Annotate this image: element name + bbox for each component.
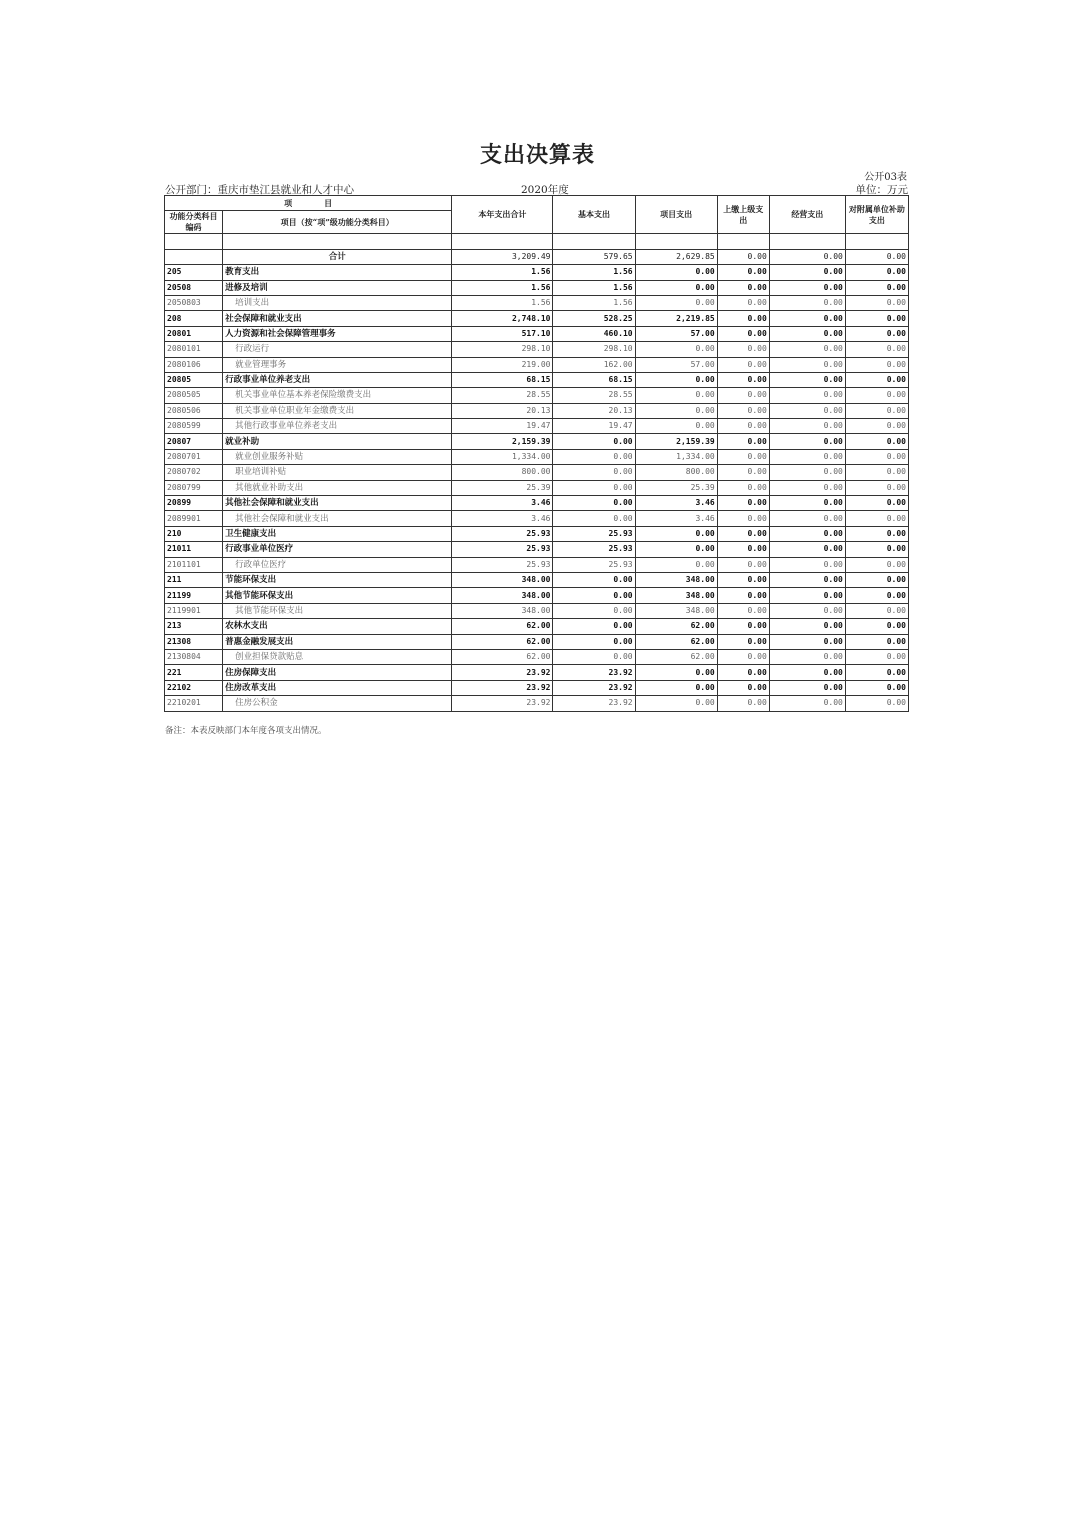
cell-total: 517.10 [452,326,553,341]
cell-basic: 20.13 [553,403,635,418]
cell-total: 298.10 [452,342,553,357]
cell-code: 211 [165,572,223,587]
table-row [165,588,909,603]
cell-code: 21308 [165,634,223,649]
cell-total: 1.56 [452,295,553,310]
cell-total: 800.00 [452,465,553,480]
cell-total: 3.46 [452,496,553,511]
table-row [165,388,909,403]
table-row [165,480,909,495]
cell-business: 0.00 [769,496,845,511]
table-row [165,280,909,295]
cell-project: 25.39 [635,480,717,495]
cell-project: 0.00 [635,526,717,541]
cell-subsidy: 0.00 [845,403,908,418]
cell-business: 0.00 [769,619,845,634]
cell-name: 人力资源和社会保障管理事务 [223,326,452,341]
cell-project: 0.00 [635,403,717,418]
cell-subsidy: 0.00 [845,680,908,695]
cell-business: 0.00 [769,265,845,280]
cell-name: 行政单位医疗 [223,557,452,572]
cell-name: 教育支出 [223,265,452,280]
table-row [165,496,909,511]
cell-project: 0.00 [635,542,717,557]
cell-business: 0.00 [769,542,845,557]
cell-name: 机关事业单位基本养老保险缴费支出 [223,388,452,403]
cell-total: 219.00 [452,357,553,372]
cell-business: 0.00 [769,680,845,695]
table-row [165,680,909,695]
header-group-project: 项 目 [165,196,452,211]
cell-name: 就业补助 [223,434,452,449]
cell-code: 20805 [165,372,223,387]
cell-upper: 0.00 [717,449,769,464]
table-row [165,465,909,480]
form-number: 公开03表 [864,172,907,183]
cell-total: 1.56 [452,280,553,295]
cell-business: 0.00 [769,511,845,526]
cell-code: 20807 [165,434,223,449]
cell-code: 2050803 [165,295,223,310]
cell-subsidy: 0.00 [845,588,908,603]
cell-total: 25.93 [452,526,553,541]
table-row [165,511,909,526]
cell-project: 0.00 [635,419,717,434]
table-row [165,372,909,387]
cell-upper: 0.00 [717,526,769,541]
cell-subsidy: 0.00 [845,280,908,295]
cell-business: 0.00 [769,449,845,464]
cell-total: 23.92 [452,680,553,695]
table-row [165,434,909,449]
cell-business: 0.00 [769,388,845,403]
cell-project: 0.00 [635,665,717,680]
cell-subsidy: 0.00 [845,311,908,326]
cell-total: 2,159.39 [452,434,553,449]
cell-name: 其他行政事业单位养老支出 [223,419,452,434]
cell-basic: 25.93 [553,526,635,541]
cell-upper: 0.00 [717,326,769,341]
cell-code: 210 [165,526,223,541]
cell-basic: 0.00 [553,511,635,526]
cell-project: 0.00 [635,680,717,695]
cell-subsidy: 0.00 [845,511,908,526]
cell-upper: 0.00 [717,280,769,295]
cell-basic: 579.65 [553,249,635,264]
table-row [165,557,909,572]
cell-basic: 0.00 [553,634,635,649]
cell-business: 0.00 [769,419,845,434]
cell-project: 62.00 [635,619,717,634]
cell-upper: 0.00 [717,388,769,403]
cell-name: 就业管理事务 [223,357,452,372]
cell-upper: 0.00 [717,480,769,495]
cell-code: 2080701 [165,449,223,464]
cell-total: 3.46 [452,511,553,526]
cell-subsidy: 0.00 [845,434,908,449]
header-subsidy: 对附属单位补助支出 [845,196,908,234]
cell-upper: 0.00 [717,696,769,711]
cell-business: 0.00 [769,403,845,418]
table-row [165,403,909,418]
cell-business: 0.00 [769,572,845,587]
cell-name: 卫生健康支出 [223,526,452,541]
cell-name: 住房改革支出 [223,680,452,695]
cell-basic: 0.00 [553,649,635,664]
cell-upper: 0.00 [717,603,769,618]
cell-name: 行政运行 [223,342,452,357]
cell-basic: 23.92 [553,665,635,680]
header-code: 功能分类科目编码 [165,211,223,234]
cell-upper: 0.00 [717,572,769,587]
table-row [165,634,909,649]
cell-code: 2080599 [165,419,223,434]
cell-total: 20.13 [452,403,553,418]
cell-name: 普惠金融发展支出 [223,634,452,649]
header-project: 项目支出 [635,196,717,234]
cell-code: 20801 [165,326,223,341]
cell-total: 62.00 [452,634,553,649]
table-row [165,665,909,680]
cell-project: 0.00 [635,342,717,357]
cell-subsidy: 0.00 [845,249,908,264]
cell-upper: 0.00 [717,249,769,264]
department-label: 公开部门：重庆市垫江县就业和人才中心 [165,184,354,196]
table-row [165,419,909,434]
cell-code: 20899 [165,496,223,511]
cell-upper: 0.00 [717,434,769,449]
cell-name: 节能环保支出 [223,572,452,587]
cell-basic: 23.92 [553,696,635,711]
cell-subsidy: 0.00 [845,542,908,557]
cell-business: 0.00 [769,280,845,295]
cell-total: 62.00 [452,619,553,634]
cell-subsidy: 0.00 [845,265,908,280]
cell-total: 348.00 [452,572,553,587]
header-total: 本年支出合计 [452,196,553,234]
cell-project: 0.00 [635,557,717,572]
cell-code: 2080106 [165,357,223,372]
cell-business: 0.00 [769,588,845,603]
cell-code: 2080799 [165,480,223,495]
cell-project: 1,334.00 [635,449,717,464]
cell-name: 其他节能环保支出 [223,603,452,618]
cell-code: 2119901 [165,603,223,618]
cell-total: 19.47 [452,419,553,434]
cell-total: 23.92 [452,665,553,680]
cell-project: 0.00 [635,295,717,310]
cell-upper: 0.00 [717,542,769,557]
cell-upper: 0.00 [717,680,769,695]
cell-project: 57.00 [635,326,717,341]
cell-subsidy: 0.00 [845,603,908,618]
cell-name: 职业培训补贴 [223,465,452,480]
cell-basic: 25.93 [553,542,635,557]
cell-name: 培训支出 [223,295,452,310]
cell-basic: 0.00 [553,572,635,587]
year-label: 2020年度 [521,184,569,196]
cell-code: 21011 [165,542,223,557]
cell-project: 62.00 [635,649,717,664]
cell-project: 800.00 [635,465,717,480]
table-row [165,449,909,464]
cell-name: 进修及培训 [223,280,452,295]
cell-total: 25.93 [452,542,553,557]
cell-business: 0.00 [769,357,845,372]
cell-project: 0.00 [635,265,717,280]
cell-code: 2080505 [165,388,223,403]
cell-code: 22102 [165,680,223,695]
table-row [165,357,909,372]
cell-project: 3.46 [635,496,717,511]
table-row [165,311,909,326]
cell-upper: 0.00 [717,557,769,572]
cell-name: 住房保障支出 [223,665,452,680]
cell-code: 2101101 [165,557,223,572]
cell-business: 0.00 [769,295,845,310]
cell-total: 25.93 [452,557,553,572]
cell-total: 3,209.49 [452,249,553,264]
cell-name: 农林水支出 [223,619,452,634]
cell-business: 0.00 [769,342,845,357]
cell-name: 就业创业服务补贴 [223,449,452,464]
cell-project: 0.00 [635,372,717,387]
cell-business: 0.00 [769,557,845,572]
cell-subsidy: 0.00 [845,326,908,341]
meta-row [165,182,908,196]
table-body [165,249,909,711]
cell-subsidy: 0.00 [845,696,908,711]
cell-upper: 0.00 [717,265,769,280]
cell-total: 62.00 [452,649,553,664]
cell-code: 2089901 [165,511,223,526]
cell-code: 213 [165,619,223,634]
table-row [165,619,909,634]
cell-basic: 0.00 [553,496,635,511]
cell-upper: 0.00 [717,649,769,664]
cell-subsidy: 0.00 [845,342,908,357]
cell-basic: 0.00 [553,449,635,464]
cell-project: 348.00 [635,572,717,587]
cell-basic: 1.56 [553,295,635,310]
cell-name: 其他就业补助支出 [223,480,452,495]
cell-basic: 0.00 [553,480,635,495]
cell-code: 221 [165,665,223,680]
cell-total: 1.56 [452,265,553,280]
cell-basic: 25.93 [553,557,635,572]
cell-name: 机关事业单位职业年金缴费支出 [223,403,452,418]
cell-basic: 19.47 [553,419,635,434]
cell-subsidy: 0.00 [845,480,908,495]
cell-name: 行政事业单位医疗 [223,542,452,557]
cell-basic: 68.15 [553,372,635,387]
header-upper: 上缴上级支出 [717,196,769,234]
cell-name: 其他社会保障和就业支出 [223,496,452,511]
cell-code: 21199 [165,588,223,603]
cell-basic: 0.00 [553,603,635,618]
cell-upper: 0.00 [717,619,769,634]
table-row [165,295,909,310]
expenditure-table [164,195,909,712]
cell-name: 其他节能环保支出 [223,588,452,603]
cell-project: 0.00 [635,696,717,711]
cell-subsidy: 0.00 [845,572,908,587]
cell-subsidy: 0.00 [845,619,908,634]
cell-project: 3.46 [635,511,717,526]
cell-upper: 0.00 [717,311,769,326]
cell-total: 2,748.10 [452,311,553,326]
cell-name: 合计 [223,249,452,264]
table-row [165,265,909,280]
cell-subsidy: 0.00 [845,465,908,480]
cell-business: 0.00 [769,249,845,264]
cell-subsidy: 0.00 [845,557,908,572]
cell-business: 0.00 [769,526,845,541]
cell-code: 2130804 [165,649,223,664]
cell-upper: 0.00 [717,511,769,526]
table-row [165,542,909,557]
cell-upper: 0.00 [717,634,769,649]
cell-project: 2,219.85 [635,311,717,326]
cell-total: 28.55 [452,388,553,403]
cell-name: 行政事业单位养老支出 [223,372,452,387]
cell-basic: 528.25 [553,311,635,326]
page-title: 支出决算表 [479,143,595,168]
header-name: 项目（按“项”级功能分类科目） [223,211,452,234]
cell-upper: 0.00 [717,665,769,680]
cell-business: 0.00 [769,603,845,618]
cell-project: 2,629.85 [635,249,717,264]
cell-total: 23.92 [452,696,553,711]
cell-code: 2080506 [165,403,223,418]
cell-business: 0.00 [769,696,845,711]
cell-business: 0.00 [769,372,845,387]
cell-business: 0.00 [769,311,845,326]
cell-basic: 23.92 [553,680,635,695]
cell-total: 348.00 [452,588,553,603]
cell-business: 0.00 [769,649,845,664]
cell-code: 2080702 [165,465,223,480]
cell-subsidy: 0.00 [845,419,908,434]
table-row [165,649,909,664]
table-row [165,603,909,618]
cell-subsidy: 0.00 [845,634,908,649]
unit-label: 单位：万元 [855,184,908,196]
table-row [165,326,909,341]
cell-upper: 0.00 [717,357,769,372]
table-row [165,526,909,541]
cell-business: 0.00 [769,434,845,449]
cell-upper: 0.00 [717,465,769,480]
cell-code [165,249,223,264]
cell-basic: 0.00 [553,465,635,480]
cell-basic: 1.56 [553,265,635,280]
cell-basic: 28.55 [553,388,635,403]
cell-business: 0.00 [769,665,845,680]
cell-subsidy: 0.00 [845,665,908,680]
cell-business: 0.00 [769,480,845,495]
table-row [165,696,909,711]
cell-subsidy: 0.00 [845,295,908,310]
cell-subsidy: 0.00 [845,526,908,541]
cell-code: 2210201 [165,696,223,711]
header-business: 经营支出 [769,196,845,234]
header-basic: 基本支出 [553,196,635,234]
table-row [165,249,909,264]
cell-name: 社会保障和就业支出 [223,311,452,326]
cell-basic: 298.10 [553,342,635,357]
cell-basic: 460.10 [553,326,635,341]
cell-subsidy: 0.00 [845,388,908,403]
cell-project: 348.00 [635,603,717,618]
cell-upper: 0.00 [717,419,769,434]
cell-total: 1,334.00 [452,449,553,464]
cell-project: 2,159.39 [635,434,717,449]
cell-upper: 0.00 [717,403,769,418]
cell-basic: 162.00 [553,357,635,372]
cell-project: 0.00 [635,388,717,403]
cell-upper: 0.00 [717,342,769,357]
cell-basic: 0.00 [553,619,635,634]
cell-upper: 0.00 [717,372,769,387]
cell-code: 20508 [165,280,223,295]
cell-subsidy: 0.00 [845,449,908,464]
cell-name: 其他社会保障和就业支出 [223,511,452,526]
cell-project: 0.00 [635,280,717,295]
cell-total: 348.00 [452,603,553,618]
cell-total: 25.39 [452,480,553,495]
cell-upper: 0.00 [717,295,769,310]
cell-project: 62.00 [635,634,717,649]
cell-project: 348.00 [635,588,717,603]
cell-subsidy: 0.00 [845,357,908,372]
cell-upper: 0.00 [717,588,769,603]
cell-business: 0.00 [769,326,845,341]
table-row [165,572,909,587]
cell-subsidy: 0.00 [845,649,908,664]
cell-business: 0.00 [769,465,845,480]
cell-subsidy: 0.00 [845,372,908,387]
cell-name: 创业担保贷款贴息 [223,649,452,664]
cell-basic: 0.00 [553,434,635,449]
cell-basic: 1.56 [553,280,635,295]
cell-total: 68.15 [452,372,553,387]
cell-basic: 0.00 [553,588,635,603]
table-row [165,342,909,357]
cell-business: 0.00 [769,634,845,649]
footnote: 备注：本表反映部门本年度各项支出情况。 [165,726,327,736]
cell-project: 57.00 [635,357,717,372]
cell-subsidy: 0.00 [845,496,908,511]
cell-name: 住房公积金 [223,696,452,711]
cell-code: 205 [165,265,223,280]
cell-code: 208 [165,311,223,326]
cell-code: 2080101 [165,342,223,357]
cell-upper: 0.00 [717,496,769,511]
